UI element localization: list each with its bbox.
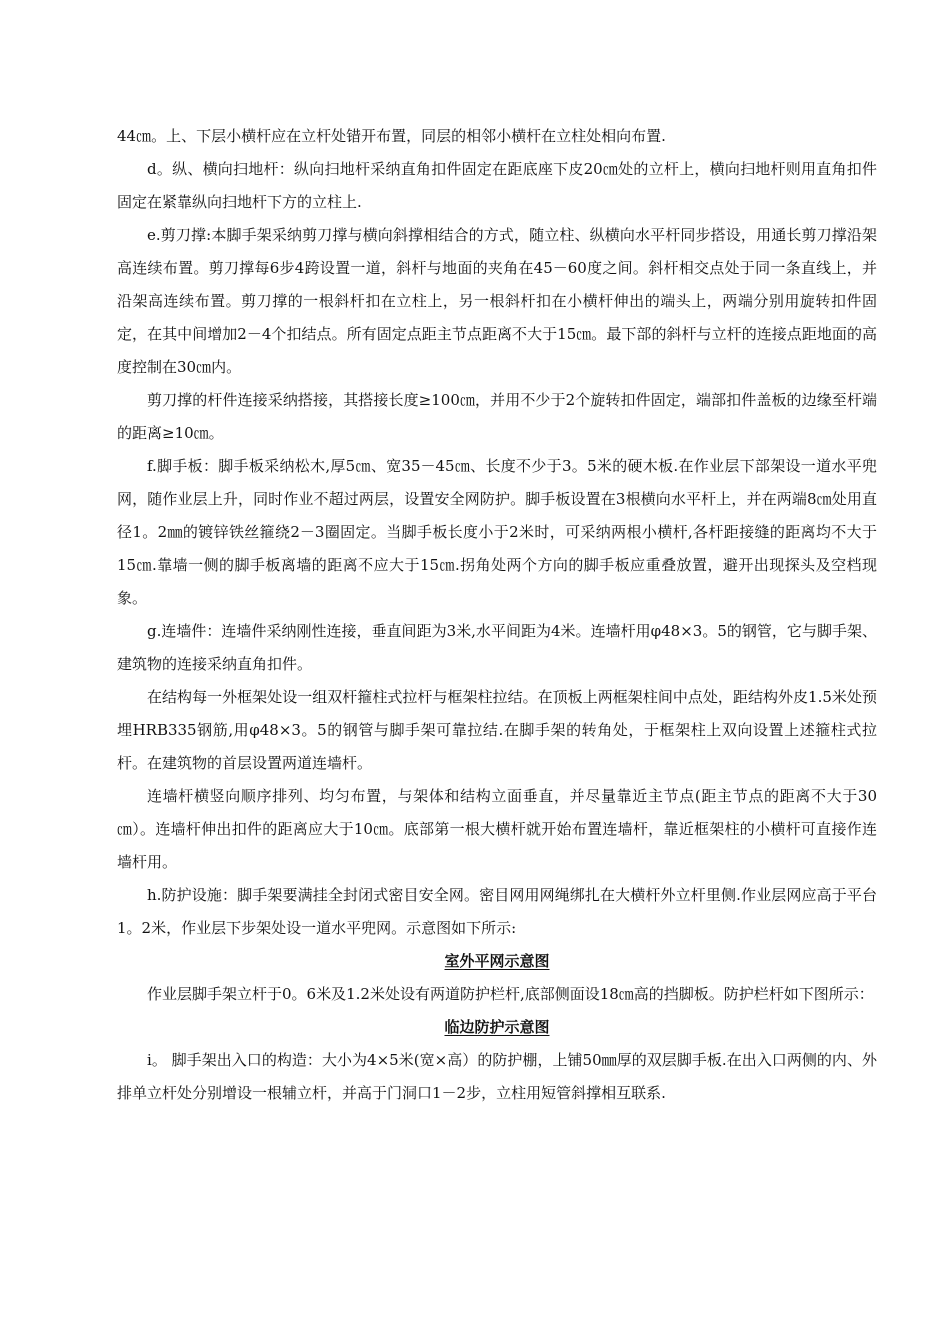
figure-caption-edge-protection-text: 临边防护示意图	[444, 1018, 550, 1036]
paragraph-wall-ties: g.连墙件：连墙件采纳刚性连接，垂直间距为3米,水平间距为4米。连墙杆用φ48×3。5的钢管，它与脚手架、建筑物的连接采纳直角扣件。	[117, 622, 877, 673]
paragraph-tie-layout: 连墙杆横竖向顺序排列、均匀布置，与架体和结构立面垂直，并尽量靠近主节点(距主节点的距离不大于30㎝）。连墙杆伸出扣件的距离应大于10㎝。底部第一根大横杆就开始布置连墙杆，靠近框架柱的小横杆可直接作连墙杆用。	[117, 787, 877, 871]
paragraph-entrance: i。 脚手架出入口的构造：大小为4×5米(宽×高）的防护棚，上铺50㎜厚的双层脚手板.在出入口两侧的内、外排单立杆处分别增设一根辅立杆，并高于门洞口1－2步，立柱用短管斜撑相互联系.	[117, 1051, 877, 1102]
figure-caption-edge-protection	[117, 1011, 877, 1044]
paragraph-guardrail: 作业层脚手架立杆于0。6米及1.2米处设有两道防护栏杆,底部侧面设18㎝高的挡脚板。防护栏杆如下图所示：	[147, 985, 874, 1003]
figure-caption-outdoor-net	[117, 945, 877, 978]
paragraph-protection: h.防护设施：脚手架要满挂全封闭式密目安全网。密目网用网绳绑扎在大横杆外立杆里侧.作业层网应高于平台1。2米，作业层下步架处设一道水平兜网。示意图如下所示:	[117, 886, 877, 937]
paragraph-scaffold-boards: f.脚手板：脚手板采纳松木,厚5㎝、宽35－45㎝、长度不少于3。5米的硬木板.在作业层下部架设一道水平兜网，随作业层上升，同时作业不超过两层，设置安全网防护。脚手板设置在3根横向水平杆上，并在两端8㎝处用直径1。2㎜的镀锌铁丝箍绕2－3圈固定。当脚手板长度小于2米时，可采纳两根小横杆,各杆距接缝的距离均不大于15㎝.靠墙一侧的脚手板离墙的距离不应大于15㎝.拐角处两个方向的脚手板应重叠放置，避开出现探头及空档现象。	[117, 457, 877, 607]
paragraph-sweeping-poles: d。纵、横向扫地杆：纵向扫地杆采纳直角扣件固定在距底座下皮20㎝处的立杆上，横向扫地杆则用直角扣件固定在紧靠纵向扫地杆下方的立柱上.	[117, 160, 877, 211]
paragraph-cross-bracing: e.剪刀撑:本脚手架采纳剪刀撑与横向斜撑相结合的方式，随立柱、纵横向水平杆同步搭设，用通长剪刀撑沿架高连续布置。剪刀撑每6步4跨设置一道，斜杆与地面的夹角在45－60度之间。斜杆相交点处于同一条直线上，并沿架高连续布置。剪刀撑的一根斜杆扣在立柱上，另一根斜杆扣在小横杆伸出的端头上，两端分别用旋转扣件固定，在其中间增加2－4个扣结点。所有固定点距主节点距离不大于15㎝。最下部的斜杆与立杆的连接点距地面的高度控制在30㎝内。	[117, 226, 877, 376]
document-page	[117, 120, 877, 1110]
paragraph-frame-tie: 在结构每一外框架处设一组双杆箍柱式拉杆与框架柱拉结。在顶板上两框架柱间中点处，距结构外皮1.5米处预埋HRB335钢筋,用φ48×3。5的钢管与脚手架可靠拉结.在脚手架的转角处，于框架柱上双向设置上述箍柱式拉杆。在建筑物的首层设置两道连墙杆。	[117, 688, 877, 772]
paragraph-bracing-connection: 剪刀撑的杆件连接采纳搭接，其搭接长度≥100㎝，并用不少于2个旋转扣件固定，端部扣件盖板的边缘至杆端的距离≥10㎝。	[117, 391, 877, 442]
paragraph-continuation: 44㎝。上、下层小横杆应在立杆处错开布置，同层的相邻小横杆在立柱处相向布置.	[117, 127, 666, 145]
figure-caption-outdoor-net-text: 室外平网示意图	[444, 952, 550, 970]
